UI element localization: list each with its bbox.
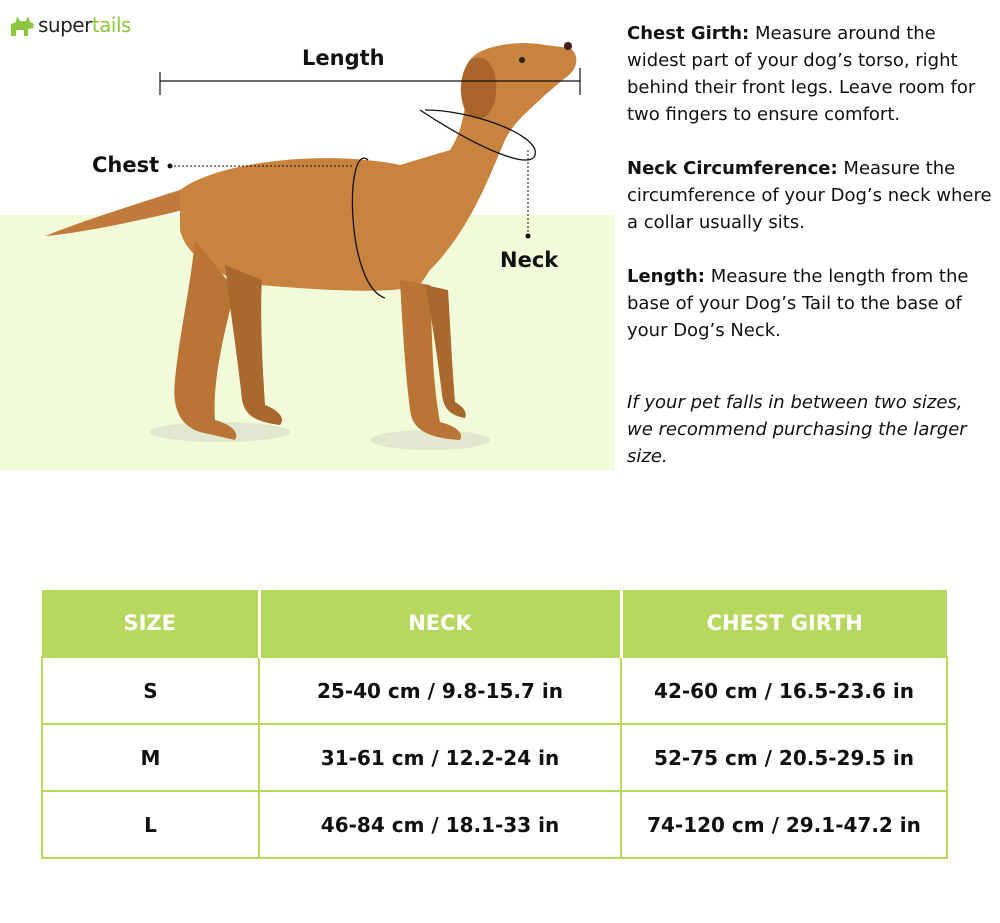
length-instruction: Length: Measure the length from the base of your Dog’s Tail to the base of your Dog’s Neck. — [627, 266, 969, 341]
header-size: SIZE — [42, 590, 259, 657]
size-cell: M — [42, 724, 259, 791]
header-neck: NECK — [259, 590, 621, 657]
chest-label: Chest — [92, 153, 160, 177]
header-chest-girth: CHEST GIRTH — [621, 590, 947, 657]
table-row — [42, 791, 947, 858]
length-label: Length — [302, 46, 385, 70]
neck-label: Neck — [500, 248, 559, 272]
chest-cell: 74-120 cm / 29.1-47.2 in — [621, 791, 947, 858]
neck-cell: 25-40 cm / 9.8-15.7 in — [259, 657, 621, 724]
measurement-instructions — [627, 20, 992, 497]
table-row — [42, 657, 947, 724]
size-cell: L — [42, 791, 259, 858]
chest-girth-instruction: Chest Girth: Measure around the widest part of your dog’s torso, right behind their front legs. Leave room for two fingers to ensure comfort. — [627, 23, 976, 125]
brand-name: supertails — [38, 13, 131, 37]
neck-cell: 31-61 cm / 12.2-24 in — [259, 724, 621, 791]
size-recommendation-note: If your pet falls in between two sizes, we recommend purchasing the larger size. — [627, 392, 967, 467]
neck-cell: 46-84 cm / 18.1-33 in — [259, 791, 621, 858]
size-cell: S — [42, 657, 259, 724]
chest-cell: 52-75 cm / 20.5-29.5 in — [621, 724, 947, 791]
table-header-row — [42, 590, 947, 657]
neck-instruction: Neck Circumference: Measure the circumference of your Dog’s neck where a collar usually sits. — [627, 158, 992, 233]
chest-cell: 42-60 cm / 16.5-23.6 in — [621, 657, 947, 724]
dog-measurement-diagram — [0, 0, 620, 480]
table-row — [42, 724, 947, 791]
size-chart-table — [41, 590, 948, 859]
